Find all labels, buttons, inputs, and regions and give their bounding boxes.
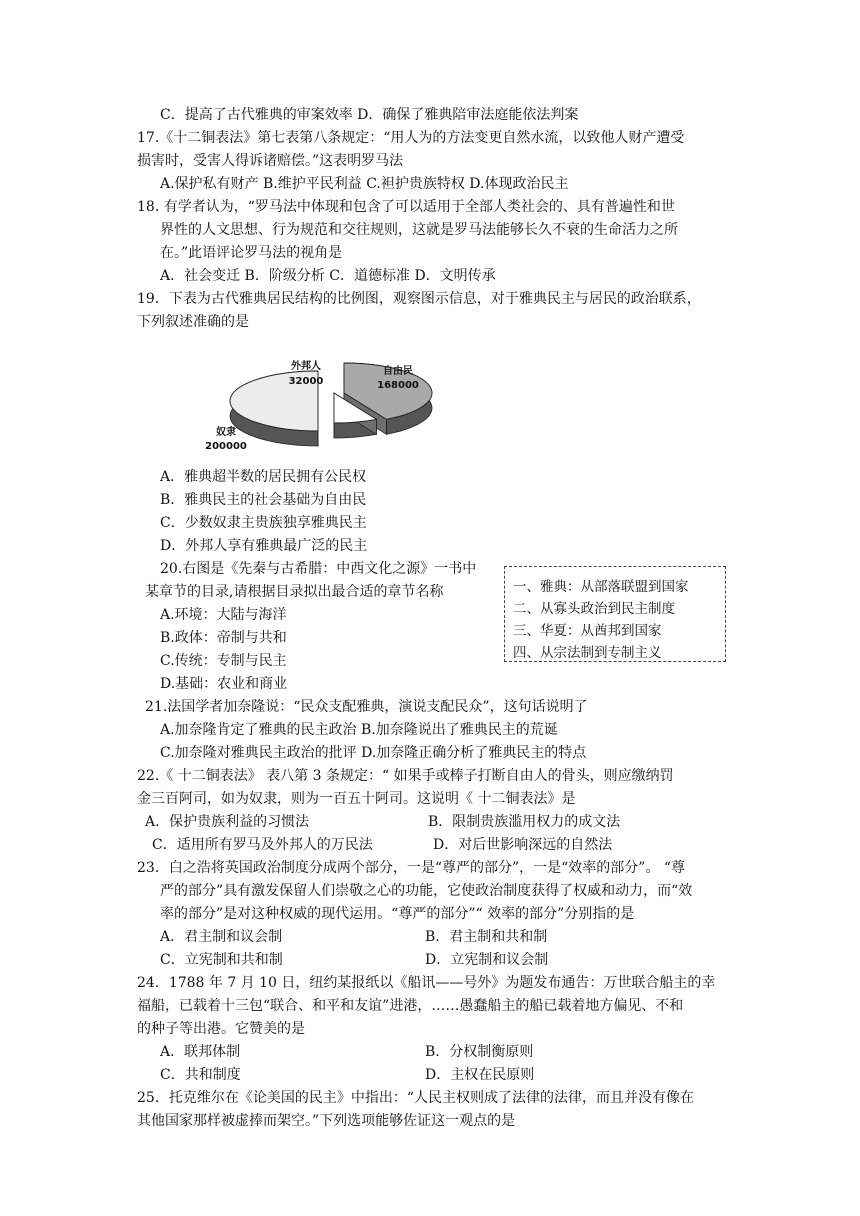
q18-options: A．社会变迁 B．阶级分析 C．道德标准 D．文明传承: [160, 268, 496, 284]
q17-stem: 17.《十二铜表法》第七表第八条规定：“用人为的方法变更自然水流，以致他人财产遭受: [137, 130, 685, 146]
q24-option-c: C．共和制度: [160, 1067, 241, 1083]
q22-stem: 22.《 十二铜表法》 表八第 3 条规定：“ 如果手或棒子打断自由人的骨头，则应缴纳罚: [137, 768, 674, 784]
q20-stem: 20.右图是《先秦与古希腊：中西文化之源》一书中: [160, 561, 477, 577]
population-pie-chart: [200, 355, 450, 460]
q20-option-d: D.基础：农业和商业: [160, 676, 288, 692]
q21-options-ab: A.加奈隆肯定了雅典的民主政治 B.加奈隆说出了雅典民主的荒诞: [160, 722, 558, 738]
q23-stem-cont2: 率的部分”是对这种权威的现代运用。“尊严的部分”“ 效率的部分”分别指的是: [160, 906, 635, 922]
q23-option-c: C．立宪制和共和制: [160, 952, 283, 968]
pie-label-name: 外邦人: [291, 361, 321, 372]
q22-option-a: A．保护贵族利益的习惯法: [145, 814, 310, 830]
q19-stem: 19．下表为古代雅典居民结构的比例图，观察图示信息，对于雅典民主与居民的政治联系，: [137, 291, 701, 307]
q19-option-d: D．外邦人享有雅典最广泛的民主: [160, 538, 368, 554]
toc-item-2: 二、从寡头政治到民主制度: [513, 601, 675, 617]
q19-option-b: B．雅典民主的社会基础为自由民: [160, 492, 367, 508]
q24-stem: 24．1788 年 7 月 10 日，纽约某报纸以《船讯——号外》为题发布通告：万世联合船主的幸: [137, 975, 716, 991]
q23-stem-cont: 严的部分”具有激发保留人们崇敬之心的功能，它使政治制度获得了权威和动力，而“效: [160, 883, 693, 899]
q20-stem-cont: 某章节的目录,请根据目录拟出最合适的章节名称: [145, 584, 444, 600]
q19-option-c: C．少数奴隶主贵族独享雅典民主: [160, 515, 367, 531]
q24-stem-cont2: 的种子等出港。它赞美的是: [137, 1021, 305, 1037]
q21-options-cd: C.加奈隆对雅典民主政治的批评 D.加奈隆正确分析了雅典民主的特点: [160, 745, 587, 761]
q16-option-cd: C．提高了古代雅典的审案效率 D．确保了雅典陪审法庭能依法判案: [160, 107, 579, 123]
q25-stem-cont: 其他国家那样被虚捧而架空。”下列选项能够佐证这一观点的是: [137, 1113, 516, 1129]
q19-stem-cont: 下列叙述准确的是: [137, 314, 249, 330]
pie-label-value: 32000: [288, 376, 324, 387]
q19-option-a: A．雅典超半数的居民拥有公民权: [160, 469, 367, 485]
pie-label-name: 奴隶: [216, 427, 236, 438]
q20-option-b: B.政体：帝制与共和: [160, 630, 287, 646]
q18-stem: 18. 有学者认为，“罗马法中体现和包含了可以适用于全部人类社会的、具有普遍性和世: [137, 199, 675, 215]
q23-option-d: D．立宪制和议会制: [425, 952, 549, 968]
q23-option-b: B．君主制和共和制: [425, 929, 548, 945]
q17-options: A.保护私有财产 B.维护平民利益 C.袒护贵族特权 D.体现政治民主: [160, 176, 569, 192]
q17-stem-cont: 损害时，受害人得诉诸赔偿。”这表明罗马法: [137, 153, 404, 169]
q24-option-d: D．主权在民原则: [425, 1067, 535, 1083]
q24-option-b: B．分权制衡原则: [425, 1044, 534, 1060]
q22-option-b: B．限制贵族滥用权力的成文法: [428, 814, 621, 830]
q23-option-a: A．君主制和议会制: [160, 929, 283, 945]
q25-stem: 25．托克维尔在《论美国的民主》中指出：“人民主权则成了法律的法律，而且并没有像在: [137, 1090, 694, 1106]
pie-label-value: 168000: [377, 380, 419, 391]
toc-item-1: 一、雅典：从部落联盟到国家: [513, 579, 689, 595]
q22-option-d: D．对后世影响深远的自然法: [433, 837, 613, 853]
q22-stem-cont: 金三百阿司，如为奴隶，则为一百五十阿司。这说明《 十二铜表法》是: [137, 791, 576, 807]
q22-option-c: C．适用所有罗马及外邦人的万民法: [152, 837, 373, 853]
q20-option-c: C.传统：专制与民主: [160, 653, 287, 669]
q24-option-a: A．联邦体制: [160, 1044, 241, 1060]
toc-item-4: 四、从宗法制到专制主义: [513, 645, 662, 661]
q18-stem-cont: 界性的人文思想、行为规范和交往规则，这就是罗马法能够长久不衰的生命活力之所: [160, 222, 678, 238]
q21-stem: 21.法国学者加奈隆说：“民众支配雅典，演说支配民众”，这句话说明了: [145, 699, 588, 715]
toc-item-3: 三、华夏：从酋邦到国家: [513, 623, 662, 639]
pie-label-name: 自由民: [383, 366, 413, 377]
pie-label-value: 200000: [205, 441, 247, 452]
q23-stem: 23．白之浩将英国政治制度分成两个部分，一是“尊严的部分”，一是“效率的部分”。 “尊: [137, 860, 686, 876]
q24-stem-cont: 福船，已载着十三包“联合、和平和友谊”进港，……愚蠢船主的船已载着地方偏见、不和: [137, 998, 684, 1014]
q18-stem-cont2: 在。”此语评论罗马法的视角是: [160, 245, 343, 261]
chapter-toc-box: [504, 566, 726, 662]
q20-option-a: A.环境：大陆与海洋: [160, 607, 287, 623]
